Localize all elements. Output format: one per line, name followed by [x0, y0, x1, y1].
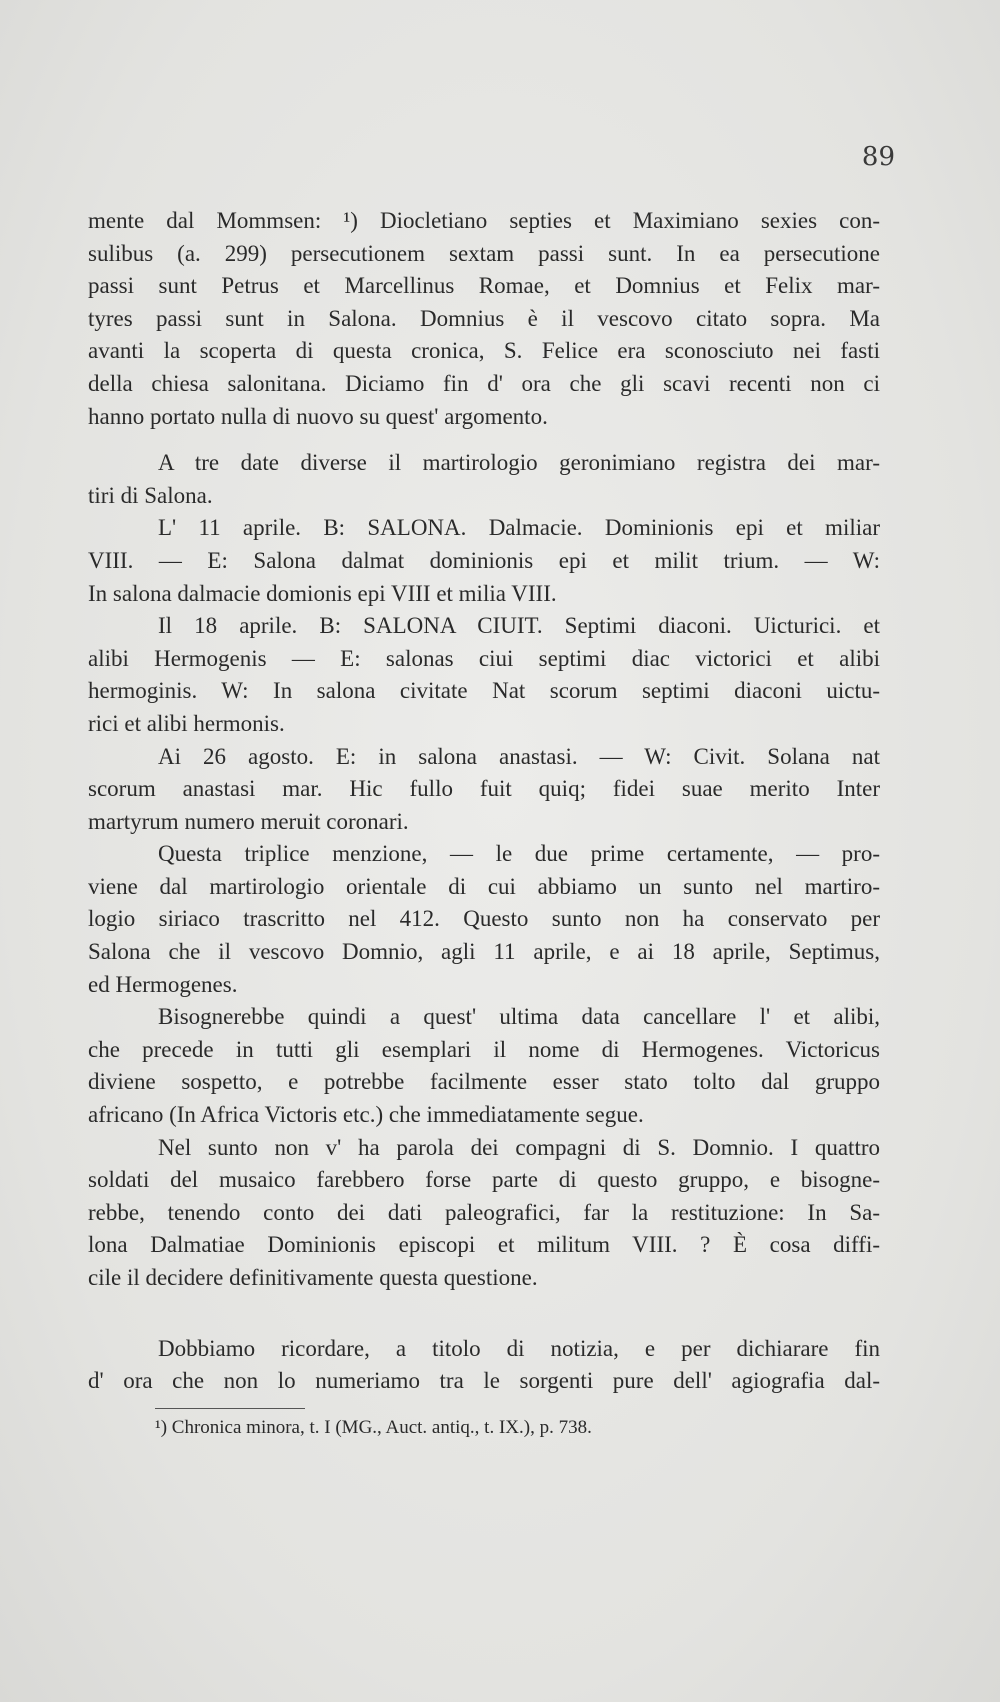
- text-line: cile il decidere definitivamente questa questione.: [88, 1265, 538, 1290]
- footnote: ¹) Chronica minora, t. I (MG., Auct. antiq., t. IX.), p. 738.: [155, 1417, 592, 1438]
- text-line: scorum anastasi mar. Hic fullo fuit quiq; fidei suae merito Inter: [88, 776, 880, 802]
- text-line: Dobbiamo ricordare, a titolo di notizia, e per dichiarare fin: [158, 1335, 880, 1361]
- text-line: soldati del musaico farebbero forse parte di questo gruppo, e bisogne-: [88, 1167, 880, 1193]
- text-line: mente dal Mommsen: ¹) Diocletiano septies et Maximiano sexies con-: [88, 208, 880, 233]
- text-line: viene dal martirologio orientale di cui abbiamo un sunto nel martiro-: [88, 873, 880, 899]
- text-line: ed Hermogenes.: [88, 971, 238, 997]
- text-line: diviene sospetto, e potrebbe facilmente esser stato tolto dal gruppo: [88, 1069, 880, 1095]
- text-line: Questa triplice menzione, — le due prime certamente, — pro-: [158, 841, 880, 867]
- text-line: lona Dalmatiae Dominionis episcopi et militum VIII. ? È cosa diffi-: [88, 1232, 880, 1258]
- text-line: alibi Hermogenis — E: salonas ciui septimi diac victorici et alibi: [88, 645, 880, 671]
- page-number: 89: [861, 142, 895, 172]
- text-line: della chiesa salonitana. Diciamo fin d' ora che gli scavi recenti non ci: [88, 370, 880, 396]
- text-line: hanno portato nulla di nuovo su quest' argomento.: [88, 403, 548, 429]
- text-line: martyrum numero meruit coronari.: [88, 808, 409, 834]
- text-line: d' ora che non lo numeriamo tra le sorgenti pure dell' agiografia dal-: [88, 1368, 880, 1394]
- text-line: Il 18 aprile. B: SALONA CIUIT. Septimi diaconi. Uicturici. et: [158, 613, 880, 639]
- text-line: Bisognerebbe quindi a quest' ultima data cancellare l' et alibi,: [158, 1004, 880, 1030]
- text-line: africano (In Africa Victoris etc.) che immediatamente segue.: [88, 1102, 644, 1128]
- text-line: Salona che il vescovo Domnio, agli 11 aprile, e ai 18 aprile, Septimus,: [88, 939, 880, 965]
- text-line: tyres passi sunt in Salona. Domnius è il vescovo citato sopra. Ma: [88, 305, 880, 331]
- text-line: logio siriaco trascritto nel 412. Questo sunto non ha conservato per: [88, 906, 880, 932]
- body-text: [88, 205, 880, 1398]
- text-line: avanti la scoperta di questa cronica, S. Felice era sconosciuto nei fasti: [88, 338, 880, 364]
- footnote-rule: [155, 1408, 305, 1409]
- text-line: passi sunt Petrus et Marcellinus Romae, et Domnius et Felix mar-: [88, 273, 880, 299]
- text-line: rici et alibi hermonis.: [88, 710, 285, 736]
- text-line: VIII. — E: Salona dalmat dominionis epi et milit trium. — W:: [88, 547, 880, 573]
- text-line: Ai 26 agosto. E: in salona anastasi. — W: Civit. Solana nat: [158, 743, 880, 769]
- text-line: Nel sunto non v' ha parola dei compagni di S. Domnio. I quattro: [158, 1134, 880, 1160]
- text-line: tiri di Salona.: [88, 482, 213, 508]
- text-line: In salona dalmacie domionis epi VIII et milia VIII.: [88, 580, 557, 606]
- text-line: hermoginis. W: In salona civitate Nat scorum septimi diaconi uictu-: [88, 678, 880, 704]
- text-line: sulibus (a. 299) persecutionem sextam passi sunt. In ea persecutione: [88, 240, 880, 266]
- text-line: L' 11 aprile. B: SALONA. Dalmacie. Dominionis epi et miliar: [158, 515, 880, 541]
- text-line: rebbe, tenendo conto dei dati paleografici, far la restituzione: In Sa-: [88, 1199, 880, 1225]
- text-line: A tre date diverse il martirologio geronimiano registra dei mar-: [158, 450, 880, 476]
- text-line: che precede in tutti gli esemplari il nome di Hermogenes. Victoricus: [88, 1036, 880, 1062]
